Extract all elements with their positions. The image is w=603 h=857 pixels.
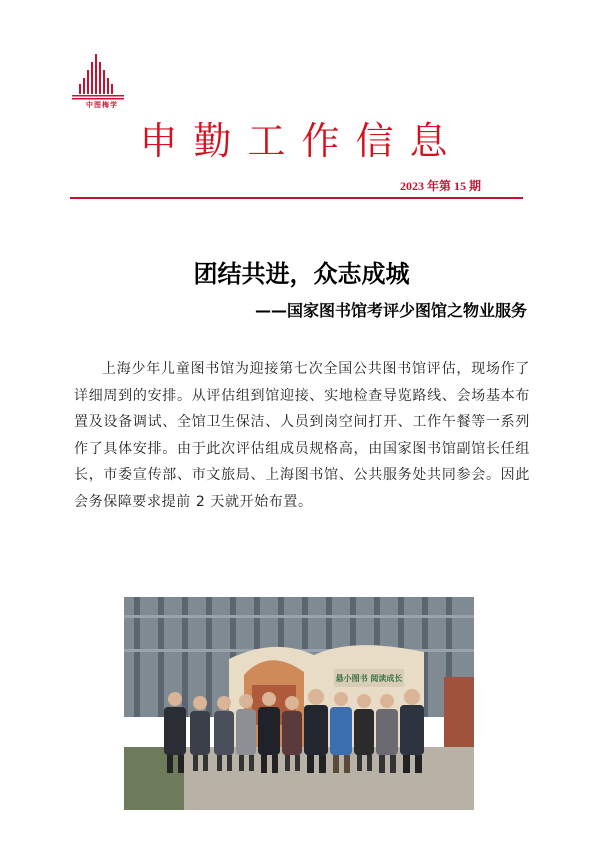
logo-caption: 中图梅学 <box>86 101 118 109</box>
header-divider <box>70 197 523 199</box>
issue-number: 2023 年第 15 期 <box>400 179 482 193</box>
article-title: 团结共进，众志成城 <box>193 260 410 288</box>
group-photo <box>124 597 474 810</box>
sign-text: 悬小图书 阅读成长 <box>335 674 403 683</box>
article-subtitle: ——国家图书馆考评少图馆之物业服务 <box>254 301 527 320</box>
group-photo-illustration <box>124 597 474 810</box>
article-body: 上海少年儿童图书馆为迎接第七次全国公共图书馆评估，现场作了详细周到的安排。从评估组到馆迎接、实地检查导览路线、会场基本布置及设备调试、全馆卫生保洁、人员到岗空间打开、工作午餐等一系列作了具体安排。由于此次评估组成员规格高，由国家图书馆副馆长任组长，市委宣传部、市文旅局、上海图书馆、公共服务处共同参会。因此会务保障要求提前 2 天就开始布置。 <box>74 361 530 510</box>
newsletter-title: 申勤工作信息 <box>139 119 464 163</box>
